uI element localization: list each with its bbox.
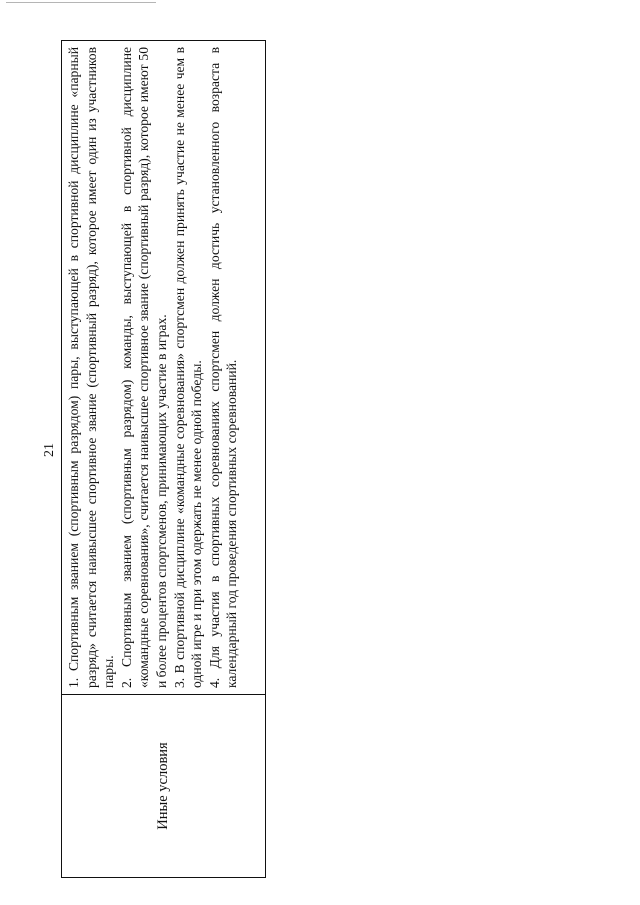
clause-3: 3. В спортивной дисциплине «командные соревнования» спортсмен должен принять участие не менее чем в одной игре и при этом одержать не менее одной победы. [171, 47, 205, 688]
clause-2: 2. Спортивным званием (спортивным разрядом) команды, выступающей в спортивной дисциплине «командные соревнования», считается наивысшее спортивное звание (спортивный разряд), которое имеют 50 и более процентов спортсменов, принимающих участие в играх. [118, 47, 169, 688]
clause-1: 1. Спортивным званием (спортивным разрядом) пары, выступающей в спортивной дисциплине «парный разряд» считается наивысшее спортивное звание (спортивный разряд), которое имеет один из участников пары. [66, 47, 117, 688]
table-content-cell [62, 41, 265, 694]
table-label-cell [62, 694, 265, 877]
conditions-table [61, 40, 266, 878]
page-number: 21 [42, 443, 57, 457]
table-label: Иные условия [155, 742, 171, 830]
clause-4: 4. Для участия в спортивных соревнованиях спортсмен должен достичь установленного возраста в календарный год проведения спортивных соревнований. [206, 47, 240, 688]
